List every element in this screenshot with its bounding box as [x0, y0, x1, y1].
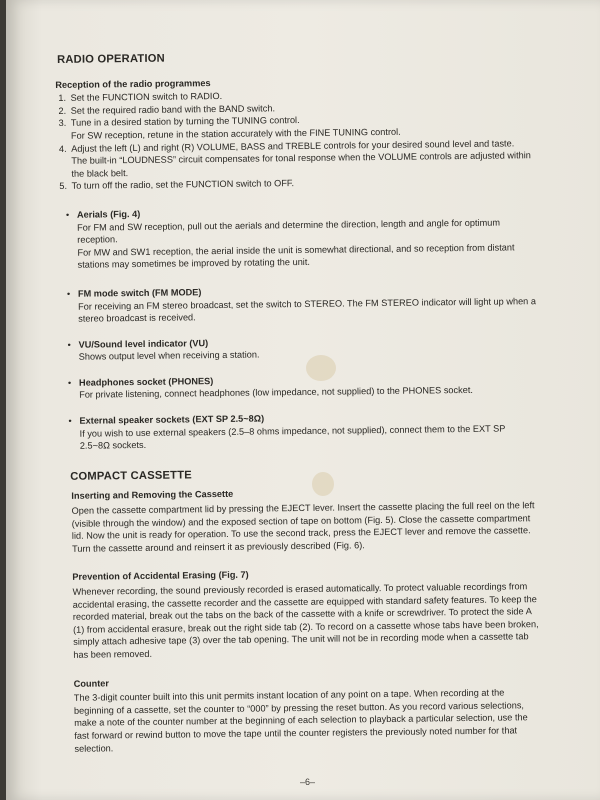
cassette-section-text: The 3-digit counter built into this unit permits instant location of any point on a tape. When recording at the beginning of a cassette, set the counter to “000” by pressing the reset button. As you record various selections, make a note of the counter number at the beginning of each selection to playback a particular selection, use the fast forward or rewind button to move the tape until the counter registers the previously noted number for that selection.	[73, 687, 528, 754]
cassette-section-title: Prevention of Accidental Erasing (Fig. 7)	[72, 570, 249, 583]
cassette-section-title: Inserting and Removing the Cassette	[71, 489, 234, 502]
page-content	[55, 48, 542, 755]
radio-step: 3. Tune in a desired station by turning the TUNING control. For SW reception, retune in the station accurately with the FINE TUNING control.	[69, 112, 534, 143]
cassette-section-text: Open the cassette compartment lid by pressing the EJECT lever. Insert the cassette placing the full reel on the left (visible through the window) and the exposed section of tape on bottom (Fig. 5). Close the cassette compartment lid. Now the unit is ready for operation. To use the second track, press the EJECT lever and remove the cassette. Turn the cassette around and reinsert it as previously described (Fig. 6).	[71, 500, 535, 554]
bullet-text: Shows output level when receiving a station.	[78, 349, 260, 363]
bullet-title: Headphones socket (PHONES)	[78, 375, 214, 388]
cassette-section-title: Counter	[73, 677, 109, 689]
bullet-title: Aerials (Fig. 4)	[76, 208, 141, 220]
radio-step-note: For SW reception, retune in the station accurately with the FINE TUNING control.	[70, 126, 401, 141]
cassette-section-insert	[71, 485, 539, 556]
page-number: –6–	[300, 777, 316, 787]
bullet-vu-indicator	[58, 333, 536, 364]
radio-steps-list	[55, 86, 534, 193]
cassette-section-erasing	[72, 566, 540, 662]
compact-cassette-heading: COMPACT CASSETTE	[70, 469, 192, 483]
bullet-aerials	[57, 203, 536, 272]
bullet-dot: •	[65, 209, 70, 220]
radio-operation-heading: RADIO OPERATION	[56, 52, 165, 66]
radio-reception-subheading: Reception of the radio programmes	[55, 77, 211, 90]
bullet-title: External speaker sockets (EXT SP 2.5~8Ω)	[79, 413, 265, 426]
bullet-text: For receiving an FM stereo broadcast, set the switch to STEREO. The FM STEREO indicator will light up when a stereo broadcast is received.	[78, 295, 536, 324]
bullet-text: For FM and SW reception, pull out the aerials and determine the direction, length and angle for optimum reception.	[77, 217, 501, 245]
bullet-dot: •	[68, 415, 72, 426]
radio-step: 5. To turn off the radio, set the FUNCTION switch to OFF.	[70, 174, 535, 192]
radio-step: 4. Adjust the left (L) and right (R) VOLUME, BASS and TREBLE controls for your desired sound level and taste. The built-in “LOUDNESS” circuit compensates for tonal response when the VOLUME controls are adjusted within the black belt.	[69, 137, 534, 180]
bullet-dot: •	[67, 339, 71, 350]
bullet-text: If you wish to use external speakers (2.5–8 ohms impedance, not supplied), connect them to the EXT SP 2.5~8Ω sockets.	[79, 423, 506, 451]
bullet-ext-speakers	[59, 409, 537, 453]
manual-page	[6, 0, 600, 800]
bullet-text: For private listening, connect headphones (low impedance, not supplied) to the PHONES socket.	[79, 385, 473, 401]
bullet-text: For MW and SW1 reception, the aerial inside the unit is somewhat directional, and so reception from distant stations may sometimes be improved by rotating the unit.	[77, 242, 515, 271]
cassette-section-text: Whenever recording, the sound previously recorded is erased automatically. To protect valuable recordings from accidental erasing, the cassette recorder and the cassette are equipped with standard safety features. To keep the recorded material, break out the tabs on the back of the cassette with a knife or screwdriver. To protect the side A (1) from accidental erasure, break out the right side tab (2). To record on a cassette whose tabs have been broken, simply attach adhesive tape (3) over the tab opening. The unit will not be in recording mode when a cassette tab has been removed.	[72, 581, 539, 660]
cassette-section-counter	[74, 672, 542, 755]
radio-step-note: The built-in “LOUDNESS” circuit compensates for tonal response when the VOLUME controls are adjusted within the black belt.	[71, 150, 531, 179]
radio-step: 2. Set the required radio band with the BAND switch.	[69, 99, 534, 117]
bullet-dot: •	[67, 377, 72, 388]
bullet-fm-mode	[58, 282, 536, 326]
bullet-title: VU/Sound level indicator (VU)	[78, 337, 209, 350]
bullet-headphones	[59, 371, 537, 402]
radio-step: 1. Set the FUNCTION switch to RADIO.	[68, 86, 533, 104]
bullet-dot: •	[66, 288, 71, 299]
bullet-title: FM mode switch (FM MODE)	[77, 287, 202, 299]
